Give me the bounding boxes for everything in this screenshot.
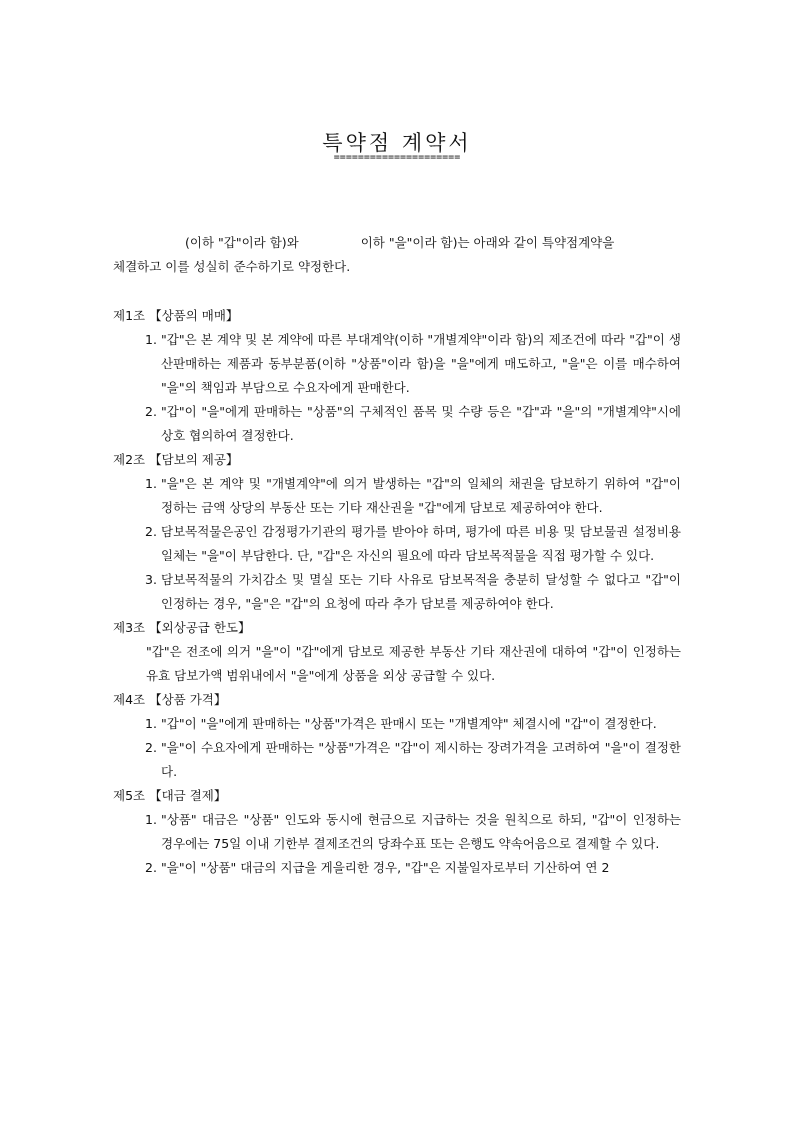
document-title: 특약점 계약서	[322, 131, 472, 155]
article-3-heading: 제3조 【외상공급 한도】	[113, 620, 251, 635]
article-4-items	[113, 712, 681, 784]
article-1-items	[113, 328, 681, 448]
item-number: 3.	[145, 572, 157, 587]
articles	[113, 304, 681, 880]
article-4-item-1	[147, 712, 681, 736]
item-number: 2.	[145, 860, 157, 875]
article-4-item-2	[147, 736, 681, 784]
item-number: 1.	[145, 716, 157, 731]
item-text: "을"이 "상품" 대금의 지급을 게을리한 경우, "갑"은 지불일자로부터 기산하여 연 2	[161, 860, 610, 875]
item-text: "을"은 본 계약 및 "개별계약"에 의거 발생하는 "갑"의 일체의 채권을 담보하기 위하여 "갑"이 정하는 금액 상당의 부동산 또는 기타 재산권을 "갑"에게 담보로 제공하여야 한다.	[161, 476, 681, 515]
item-number: 2.	[145, 740, 157, 755]
article-5-item-1	[147, 808, 681, 856]
article-5-heading: 제5조 【대금 결제】	[113, 788, 227, 803]
article-1-heading: 제1조 【상품의 매매】	[113, 308, 239, 323]
item-number: 2.	[145, 524, 157, 539]
article-2-item-1	[147, 472, 681, 520]
contract-intro	[113, 231, 681, 279]
item-text: "갑"은 본 계약 및 본 계약에 따른 부대계약(이하 "개별계약"이라 함)의 제조건에 따라 "갑"이 생산판매하는 제품과 동부분품(이하 "상품"이라 함)을 "을"에게 매도하고, "을"은 이를 매수하여 "을"의 책임과 부담으로 수요자에게 판매한다.	[161, 332, 681, 395]
item-text: "을"이 수요자에게 판매하는 "상품"가격은 "갑"이 제시하는 장려가격을 고려하여 "을"이 결정한다.	[161, 740, 681, 779]
article-2-heading: 제2조 【담보의 제공】	[113, 452, 239, 467]
intro-line-1	[113, 231, 681, 255]
item-text: 담보목적물은공인 감정평가기관의 평가를 받아야 하며, 평가에 따른 비용 및 담보물권 설정비용 일체는 "을"이 부담한다. 단, "갑"은 자신의 필요에 따라 담보목적물을 직접 평가할 수 있다.	[161, 524, 681, 563]
article-1-item-2	[147, 400, 681, 448]
article-2-items	[113, 472, 681, 616]
intro-line-2: 체결하고 이를 성실히 준수하기로 약정한다.	[113, 259, 351, 274]
article-2-item-3	[147, 568, 681, 616]
item-number: 1.	[145, 812, 157, 827]
item-number: 2.	[145, 404, 157, 419]
article-3-paragraph: "갑"은 전조에 의거 "을"이 "갑"에게 담보로 제공한 부동산 기타 재산권에 대하여 "갑"이 인정하는 유효 담보가액 범위내에서 "을"에게 상품을 외상 공급할 수 있다.	[146, 644, 681, 683]
article-4-heading: 제4조 【상품 가격】	[113, 692, 227, 707]
item-text: "갑"이 "을"에게 판매하는 "상품"가격은 판매시 또는 "개별계약" 체결시에 "갑"이 결정한다.	[161, 716, 657, 731]
item-text: "상품" 대금은 "상품" 인도와 동시에 현금으로 지급하는 것을 원칙으로 하되, "갑"이 인정하는 경우에는 75일 이내 기한부 결제조건의 당좌수표 또는 은행도 약속어음으로 결제할 수 있다.	[161, 812, 681, 851]
article-5-item-2	[147, 856, 681, 880]
intro-line-1a: (이하 "갑"이라 함)와	[185, 235, 299, 250]
article-2-item-2	[147, 520, 681, 568]
item-text: 담보목적물의 가치감소 및 멸실 또는 기타 사유로 담보목적을 충분히 달성할 수 없다고 "갑"이 인정하는 경우, "을"은 "갑"의 요청에 따라 추가 담보를 제공하여야 한다.	[161, 572, 681, 611]
intro-line-1b: 이하 "을"이라 함)는 아래와 같이 특약점계약을	[360, 235, 615, 250]
item-text: "갑"이 "을"에게 판매하는 "상품"의 구체적인 품목 및 수량 등은 "갑"과 "을"의 "개별계약"시에 상호 협의하여 결정한다.	[161, 404, 681, 443]
item-number: 1.	[145, 476, 157, 491]
item-number: 1.	[145, 332, 157, 347]
article-5-items	[113, 808, 681, 880]
title-rule: =====================	[333, 152, 461, 163]
article-1-item-1	[147, 328, 681, 400]
